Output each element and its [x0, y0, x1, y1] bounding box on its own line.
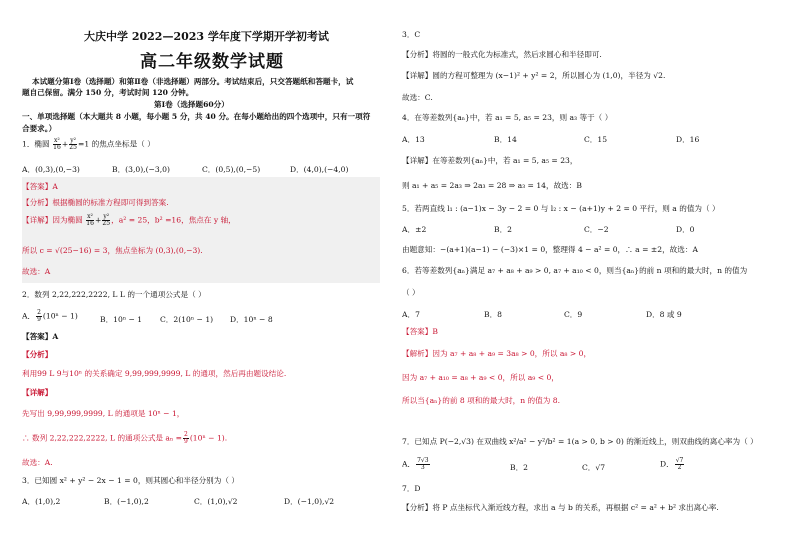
subject-title: 高二年级数学试题	[140, 52, 284, 72]
q2-answer: 【答案】A	[22, 332, 59, 341]
q1-solution-box	[22, 177, 380, 283]
q5-option-a: A．±2	[402, 225, 427, 234]
q7-option-d: D． $\frac{√7}{2}$	[660, 457, 684, 471]
q1-option-d: D．(4,0),(−4,0)	[290, 165, 349, 174]
q2-option-b: B．10ⁿ − 1	[100, 315, 143, 324]
q1-answer: 【答案】A	[22, 182, 58, 191]
q5-stem: 5．若两直线 l₁ : (a−1)x − 3y − 2 = 0 与 l₂ : x − (a+1)y + 2 = 0 平行，则 a 的值为（ ）	[402, 204, 720, 213]
q2-detail-2: ∴ 数列 2,22,222,2222, L 的通项公式是 aₙ = $\frac{2}{9}$ (10ⁿ − 1).	[22, 431, 228, 445]
q5-option-c: C．−2	[584, 225, 609, 234]
fraction-y2-25: $\frac{\text{y²}}{25}$	[69, 137, 77, 151]
fraction-x2-16: $\frac{\text{x²}}{16}$	[53, 137, 61, 151]
left-column	[22, 0, 384, 560]
q1-detail-1: 【详解】因为椭圆 $\frac{\text{x²}}{16}$ + $\frac{\text{y²}}{25}$ ，a² = 25，b² =16，焦点在 y 轴，	[22, 213, 236, 227]
q7-answer: 7．D	[402, 484, 421, 493]
q4-detail-2: 则 a₁ + a₅ = 2a₃ ⇒ 2a₃ = 28 ⇒ a₃ = 14，故选：B	[402, 181, 582, 190]
q5-detail: 由题意知：−(a+1)(a−1) − (−3)×1 = 0，整理得 4 − a² = 0，∴ a = ±2，故选：A	[402, 245, 698, 254]
q3-option-b: B．(−1,0),2	[104, 497, 149, 506]
q6-answer: 【答案】B	[402, 327, 438, 336]
q2-option-a: A． $\frac{2}{9}$ (10ⁿ − 1)	[22, 309, 78, 323]
q6-stem-2: （ ）	[402, 288, 420, 297]
q6-option-d: D．8 或 9	[646, 310, 682, 319]
q6-option-c: C．9	[564, 310, 583, 319]
q3-option-d: D．(−1,0),√2	[284, 497, 335, 506]
q2-stem: 2．数列 2,22,222,2222, L L 的一个通项公式是（ ）	[22, 290, 206, 299]
q4-detail-1: 【详解】在等差数列{aₙ}中，若 a₁ = 5, a₅ = 23，	[402, 156, 578, 165]
q1-option-a: A．(0,3),(0,−3)	[22, 165, 80, 174]
q6-option-a: A．7	[402, 310, 420, 319]
q2-choice: 故选：A.	[22, 458, 53, 467]
q6-stem: 6．若等差数列{aₙ}满足 a₇ + a₈ + a₉ > 0, a₇ + a₁₀ < 0，则当{aₙ}的前 n 项和的最大时，n 的值为	[402, 266, 748, 275]
q3-choice: 故选：C.	[402, 93, 433, 102]
right-column	[402, 0, 774, 560]
part1-title: 第Ⅰ卷（选择题60分）	[154, 100, 229, 109]
q3-analysis: 【分析】将圆的一般式化为标准式，然后求圆心和半径即可.	[402, 50, 602, 59]
q6-detail-3: 所以当{aₙ}的前 8 项和的最大时，n 的值为 8.	[402, 396, 561, 405]
q7-option-a: A． $\frac{7√3}{3}$	[402, 457, 429, 471]
instructions-line-1: 本试题分第Ⅰ卷（选择题）和第Ⅱ卷（非选择题）两部分。考试结束后，只交答题纸和答题卡，试	[32, 77, 354, 86]
q2-option-d: D．10ⁿ − 8	[230, 315, 273, 324]
q1-option-b: B．(3,0),(−3,0)	[112, 165, 170, 174]
q3-option-a: A．(1,0),2	[22, 497, 61, 506]
q4-option-b: B．14	[494, 135, 517, 144]
q4-option-d: D．16	[676, 135, 700, 144]
q5-option-d: D．0	[676, 225, 695, 234]
q4-option-c: C．15	[584, 135, 608, 144]
q7-option-c: C．√7	[582, 463, 606, 472]
section1-line-1: 一、单项选择题（本大题共 8 小题，每小题 5 分，共 40 分。在每小题给出的四个选项中，只有一项符	[22, 112, 371, 121]
q3-detail: 【详解】圆的方程可整理为 (x−1)² + y² = 2，所以圆心为 (1,0)，半径为 √2.	[402, 71, 666, 80]
q7-option-b: B．2	[510, 463, 529, 472]
q6-option-b: B．8	[484, 310, 503, 319]
q1-option-c: C．(0,5),(0,−5)	[202, 165, 261, 174]
q2-analysis-label: 【分析】	[22, 350, 53, 359]
q1-analysis: 【分析】根据椭圆的标准方程即可得到答案.	[22, 198, 169, 207]
q2-detail-1: 先写出 9,99,999,9999, L 的通项是 10ⁿ − 1，	[22, 409, 185, 418]
q7-analysis: 【分析】将 P 点坐标代入渐近线方程，求出 a 与 b 的关系，再根据 c² = a² + b² 求出离心率.	[402, 503, 719, 512]
section1-line-2: 合要求。）	[22, 124, 57, 133]
q1-stem: 1．椭圆 $\frac{\text{x²}}{16}$ + $\frac{\text{y²}}{25}$ =1 的焦点坐标是（ ）	[22, 137, 155, 151]
q2-detail-label: 【详解】	[22, 388, 53, 397]
q4-option-a: A．13	[402, 135, 425, 144]
q2-option-c: C．2(10ⁿ − 1)	[160, 315, 214, 324]
q5-option-b: B．2	[494, 225, 513, 234]
instructions-line-2: 题自己保留。满分 150 分，考试时间 120 分钟。	[22, 88, 194, 97]
q1-detail-2: 所以 c = √(25−16) = 3，焦点坐标为 (0,3),(0,−3).	[22, 246, 203, 255]
q3-option-c: C．(1,0),√2	[194, 497, 238, 506]
school-title: 大庆中学 2022—2023 学年度下学期开学初考试	[84, 30, 329, 43]
q7-stem: 7．已知点 P(−2,√3) 在双曲线 x²/a² − y²/b² = 1(a > 0, b > 0) 的渐近线上，则双曲线的离心率为（ ）	[402, 437, 758, 446]
q3-stem: 3．已知圆 x² + y² − 2x − 1 = 0，则其圆心和半径分别为（ ）	[22, 476, 239, 485]
q2-analysis: 利用99 L 9与10ⁿ 的关系确定 9,99,999,9999, L 的通项，然后再由题设结论.	[22, 369, 287, 378]
q4-stem: 4．在等差数列{aₙ}中，若 a₁ = 5, a₅ = 23，则 a₃ 等于（ ）	[402, 113, 613, 122]
q6-detail-2: 因为 a₇ + a₁₀ = a₈ + a₉ < 0，所以 a₉ < 0，	[402, 373, 559, 382]
q3-answer: 3．C	[402, 30, 421, 39]
q6-detail-1: 【解析】因为 a₇ + a₈ + a₉ = 3a₈ > 0，所以 a₈ > 0，	[402, 349, 592, 358]
q1-choice: 故选：A	[22, 267, 51, 276]
